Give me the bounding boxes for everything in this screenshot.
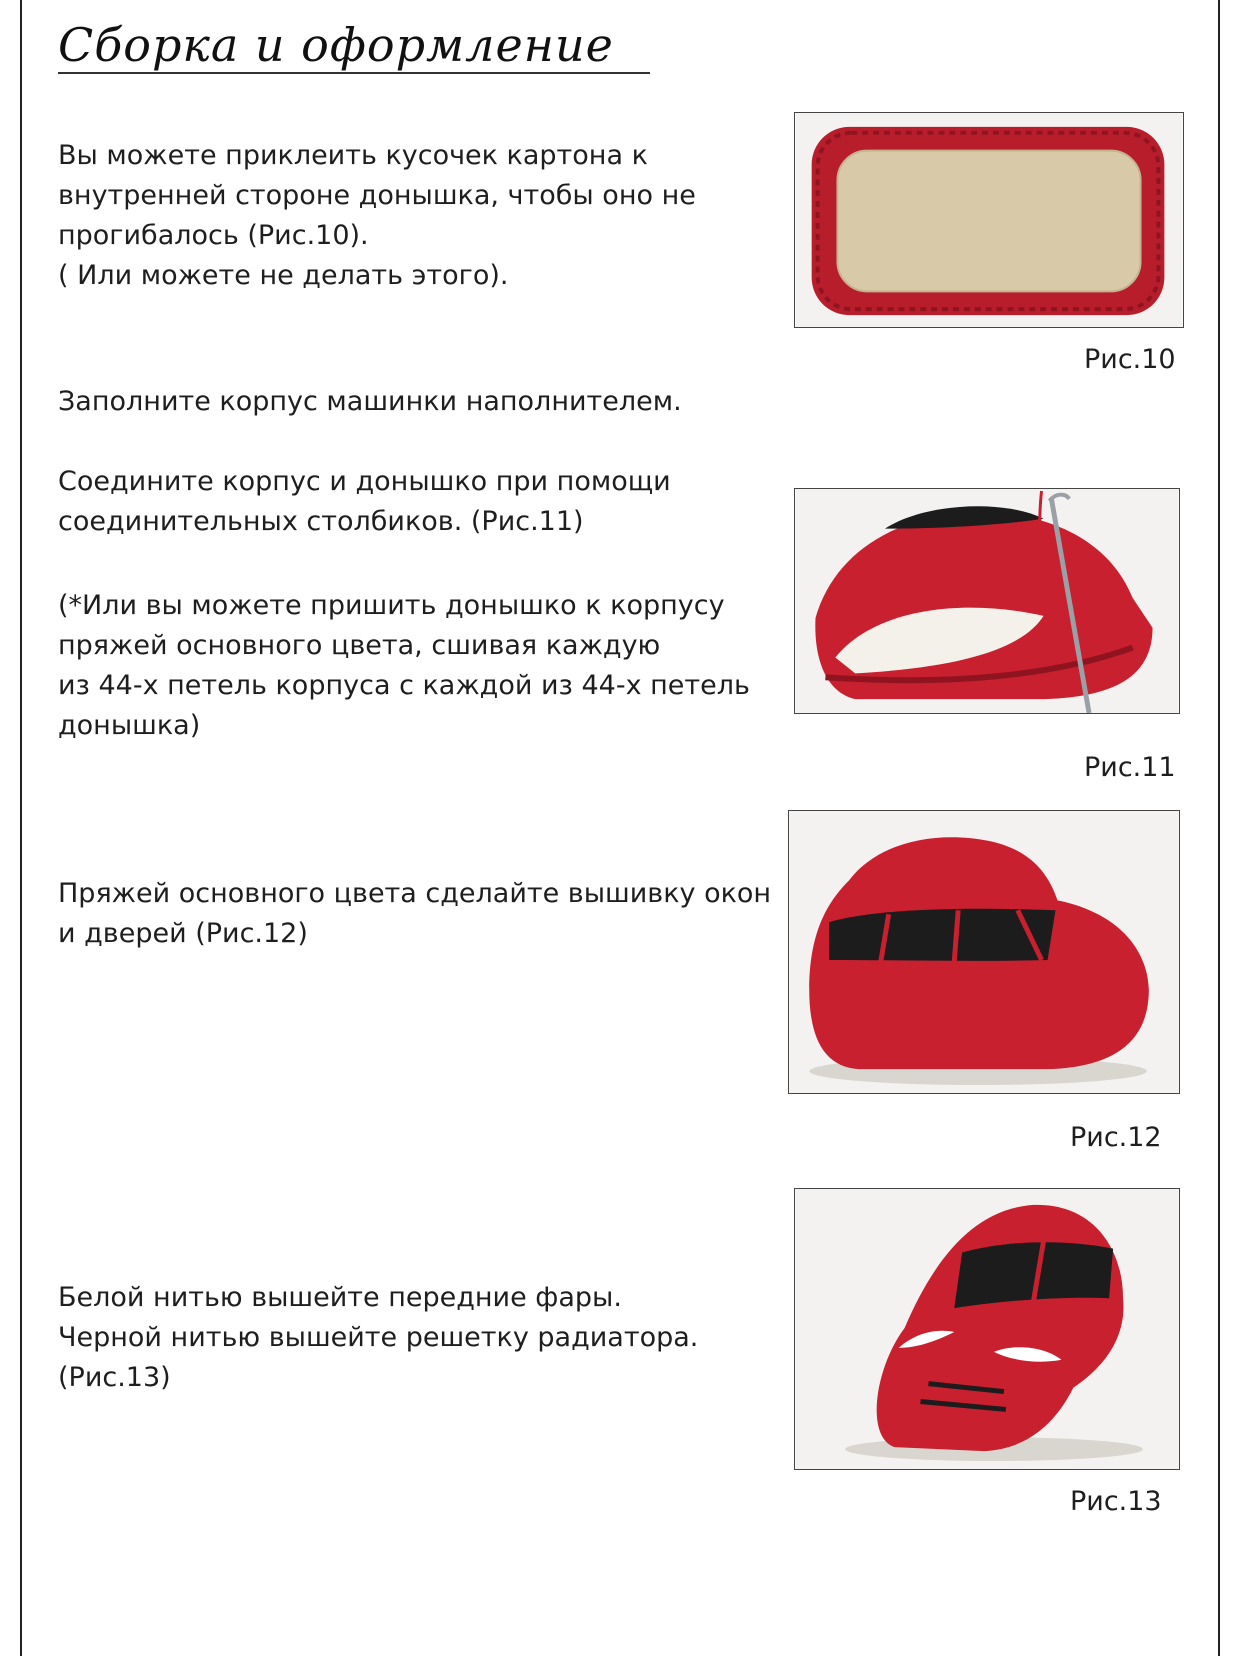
figure-12-caption: Рис.12: [1070, 1122, 1162, 1153]
step-text-headlights: Белой нитью вышейте передние фары. Черной нитью вышейте решетку радиатора. (Рис.13): [58, 1282, 699, 1393]
figure-10-photo: [794, 112, 1184, 328]
figure-12-photo: [788, 810, 1180, 1094]
joining-illustration: [795, 489, 1179, 713]
step-text-join: Соедините корпус и донышко при помощи соединительных столбиков. (Рис.11): [58, 466, 671, 537]
figure-11-caption: Рис.11: [1084, 752, 1176, 783]
car-windows-illustration: [789, 811, 1179, 1093]
car-headlights-illustration: [795, 1189, 1179, 1469]
page-title: Сборка и оформление: [58, 18, 614, 72]
title-underline: [58, 72, 650, 74]
page-border-right: [1218, 0, 1220, 1656]
step-text-windows: Пряжей основного цвета сделайте вышивку окон и дверей (Рис.12): [58, 878, 772, 949]
step-text-sew-alternative: (*Или вы можете пришить донышко к корпусу пряжей основного цвета, сшивая каждую из 44-х петель корпуса с каждой из 44-х петель донышка): [58, 590, 750, 741]
step-text-stuffing: Заполните корпус машинки наполнителем.: [58, 386, 682, 417]
cardboard-bottom-illustration: [795, 113, 1183, 327]
page-border-left: [20, 0, 22, 1656]
figure-13-caption: Рис.13: [1070, 1486, 1162, 1517]
figure-13-photo: [794, 1188, 1180, 1470]
figure-10-caption: Рис.10: [1084, 344, 1176, 375]
figure-11-photo: [794, 488, 1180, 714]
step-text-cardboard: Вы можете приклеить кусочек картона к внутренней стороне донышка, чтобы оно не прогибалось (Рис.10). ( Или можете не делать этого).: [58, 140, 696, 291]
